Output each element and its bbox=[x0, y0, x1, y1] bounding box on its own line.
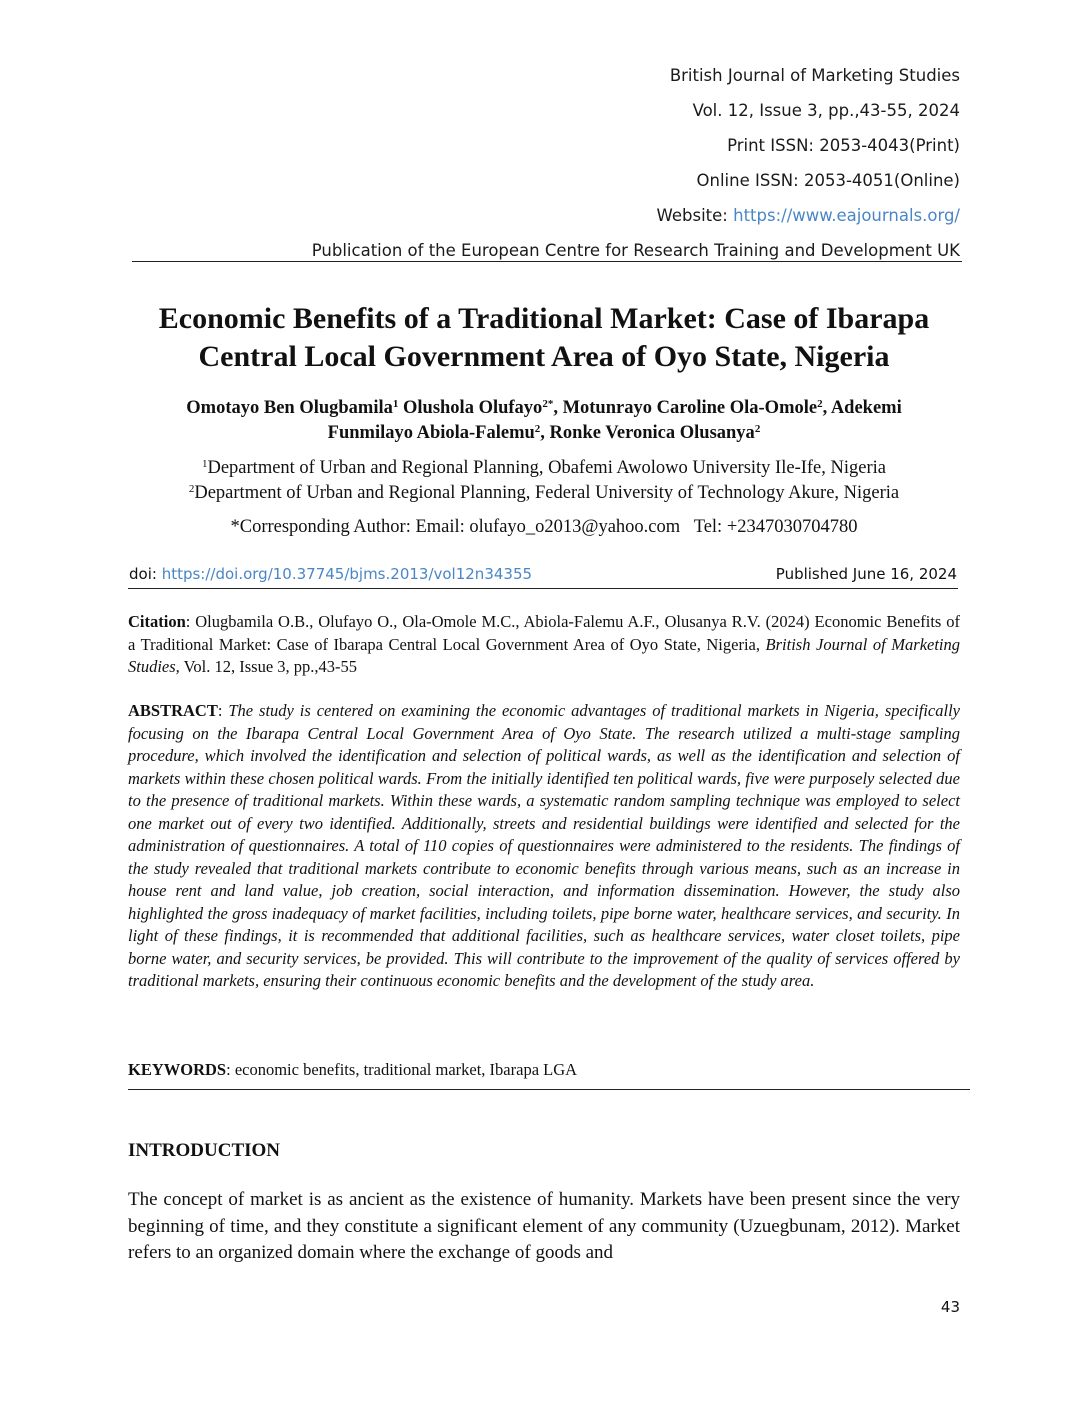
author-3-sup: 2 bbox=[817, 398, 823, 410]
author-1: Omotayo Ben Olugbamila bbox=[186, 398, 393, 418]
online-issn: Online ISSN: 2053-4051(Online) bbox=[696, 171, 960, 190]
publisher-line: Publication of the European Centre for Research Training and Development UK bbox=[311, 241, 960, 260]
title-line-1: Economic Benefits of a Traditional Market: Case of Ibarapa bbox=[158, 302, 930, 335]
author-line-1 bbox=[110, 396, 978, 421]
affiliation-1-text: Department of Urban and Regional Planning, Obafemi Awolowo University Ile-Ife, Nigeria bbox=[207, 458, 886, 478]
doi-label: doi: bbox=[129, 565, 162, 583]
author-list bbox=[110, 396, 978, 446]
doi-rule bbox=[128, 588, 958, 589]
affiliation-2-text: Department of Urban and Regional Planning, Federal University of Technology Akure, Nigeria bbox=[194, 483, 900, 503]
author-2: Olushola Olufayo bbox=[398, 398, 543, 418]
abstract-sep: : bbox=[217, 701, 229, 720]
citation bbox=[128, 611, 960, 679]
print-issn: Print ISSN: 2053-4043(Print) bbox=[727, 136, 960, 155]
doi-row bbox=[129, 565, 957, 583]
citation-label: Citation bbox=[128, 612, 186, 631]
affiliation-2 bbox=[110, 481, 978, 505]
affiliation-2-sup: 2 bbox=[188, 483, 195, 495]
citation-tail: Vol. 12, Issue 3, pp.,43-55 bbox=[179, 657, 358, 676]
author-2-sup: 2* bbox=[542, 398, 554, 410]
corresponding-author: *Corresponding Author: Email: olufayo_o2013@yahoo.com Tel: +2347030704780 bbox=[230, 517, 858, 537]
citation-text: : Olugbamila O.B., Olufayo O., Ola-Omole M.C., Abiola-Falemu A.F., Olusanya R.V. (2024) Economic Benefits of a Traditional Market: Case of Ibarapa Central Local Government Area of Oyo State, Nigeria, bbox=[128, 612, 960, 654]
author-line-2 bbox=[110, 421, 978, 446]
affiliation-1-sup: 1 bbox=[201, 458, 208, 470]
abstract-label: ABSTRACT bbox=[128, 701, 218, 720]
abstract-rule bbox=[128, 1089, 970, 1090]
paper-title bbox=[110, 300, 978, 376]
author-4-last: Funmilayo Abiola-Falemu bbox=[327, 423, 535, 443]
author-4-first: , Adekemi bbox=[822, 398, 902, 418]
title-line-2: Central Local Government Area of Oyo State, Nigeria bbox=[198, 340, 890, 373]
author-3: , Motunrayo Caroline Ola-Omole bbox=[553, 398, 818, 418]
introduction-text: The concept of market is as ancient as the existence of humanity. Markets have been present since the very beginning of time, and they constitute a significant element of any community (Uzuegbunam, 2012). Market refers to an organized domain where the exchange of goods and bbox=[128, 1189, 960, 1263]
journal-volume: Vol. 12, Issue 3, pp.,43-55, 2024 bbox=[692, 101, 960, 120]
page-number: 43 bbox=[940, 1298, 960, 1316]
header-rule bbox=[132, 261, 962, 262]
website-link[interactable]: https://www.eajournals.org/ bbox=[733, 206, 960, 225]
doi-link[interactable]: https://doi.org/10.37745/bjms.2013/vol12n34355 bbox=[161, 565, 533, 583]
introduction-heading: INTRODUCTION bbox=[128, 1140, 281, 1161]
published-date: Published June 16, 2024 bbox=[775, 565, 957, 583]
author-5-sup: 2 bbox=[754, 423, 761, 435]
affiliation-1 bbox=[110, 456, 978, 480]
doi-line bbox=[129, 565, 532, 583]
keywords-label: KEYWORDS bbox=[128, 1060, 227, 1079]
citation-journal: British Journal of Marketing Studies, bbox=[128, 634, 961, 676]
author-4-sup: 2 bbox=[534, 423, 541, 435]
author-5: , Ronke Veronica Olusanya bbox=[540, 423, 755, 443]
journal-name: British Journal of Marketing Studies bbox=[669, 66, 960, 85]
author-1-sup: 1 bbox=[392, 398, 399, 410]
website-label: Website: bbox=[656, 206, 734, 225]
keywords bbox=[128, 1059, 960, 1082]
keywords-text: : economic benefits, traditional market, Ibarapa LGA bbox=[226, 1060, 578, 1079]
abstract bbox=[128, 700, 960, 993]
website-line bbox=[657, 206, 960, 225]
abstract-text: The study is centered on examining the economic advantages of traditional markets in Nigeria, specifically focusing on the Ibarapa Central Local Government Area of Oyo State. The research utilized a multi-stage sampling procedure, which involved the identification and selection of political wards, as well as the identification and selection of markets within these chosen political wards. From the initially identified ten political wards, five were purposely selected due to the presence of traditional markets. Within these wards, a systematic random sampling technique was employed to select one market out of every two identified. Additionally, streets and residential buildings were identified and selected for the administration of questionnaires. A total of 110 copies of questionnaires were administered to the residents. The findings of the study revealed that traditional markets contribute to economic benefits through various means, such as an increase in house rent and land value, job creation, social interaction, and information dissemination. However, the study also highlighted the gross inadequacy of market facilities, including toilets, pipe borne water, healthcare services, and security. In light of these findings, it is recommended that additional facilities, such as healthcare services, water closet toilets, pipe borne water, and security services, be provided. This will contribute to the improvement of the quality of services offered by traditional markets, ensuring their continuous economic benefits and the development of the study area. bbox=[128, 701, 960, 990]
